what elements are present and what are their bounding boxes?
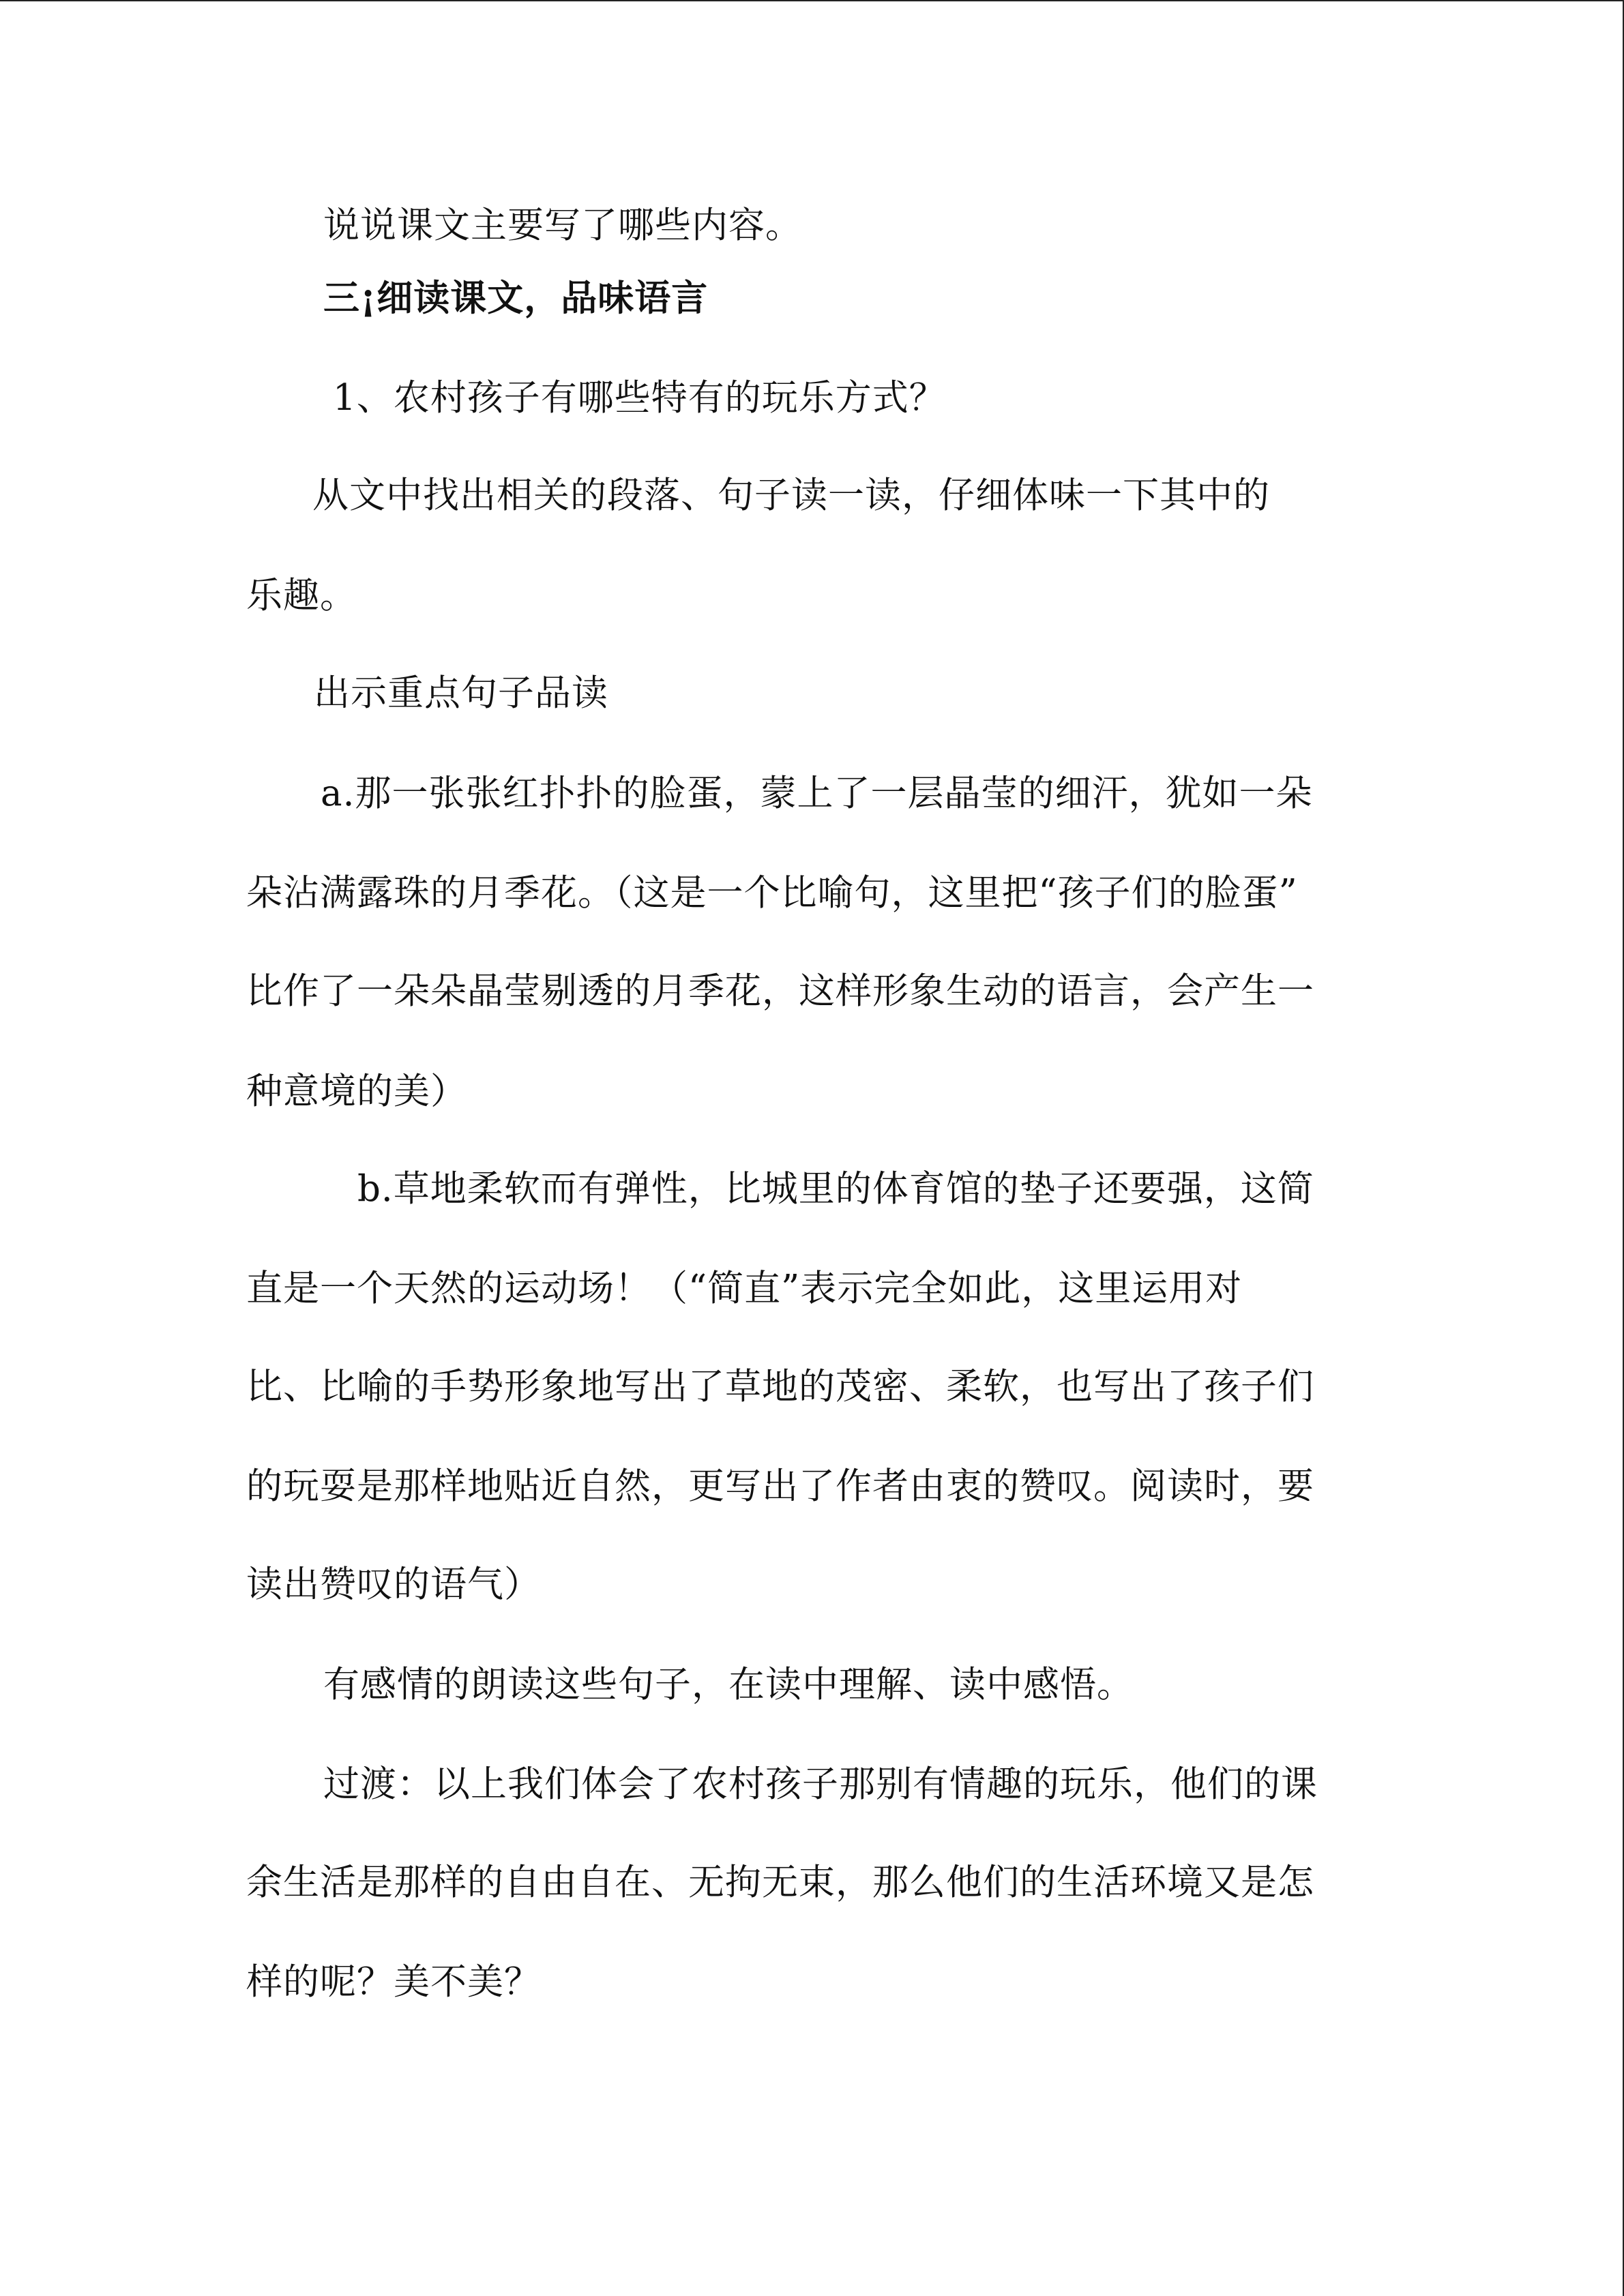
text-line: a.那一张张红扑扑的脸蛋，蒙上了一层晶莹的细汗，犹如一朵 <box>321 773 1313 814</box>
text-line: 样的呢？美不美？ <box>246 1961 541 2003</box>
text-line: 比、比喻的手势形象地写出了草地的茂密、柔软，也写出了孩子们 <box>246 1366 1314 1407</box>
text-line: 的玩耍是那样地贴近自然，更写出了作者由衷的赞叹。阅读时，要 <box>246 1465 1314 1507</box>
text-line: 乐趣。 <box>246 575 357 616</box>
text-line: 说说课文主要写了哪些内容。 <box>323 205 802 246</box>
text-line: 从文中找出相关的段落、句子读一读，仔细体味一下其中的 <box>312 475 1270 516</box>
text-line: 过渡：以上我们体会了农村孩子那别有情趣的玩乐，他们的课 <box>323 1763 1318 1805</box>
text-line: 朵沾满露珠的月季花。（这是一个比喻句，这里把“孩子们的脸蛋” <box>246 872 1298 914</box>
question-line: 1、农村孩子有哪些特有的玩乐方式？ <box>333 377 946 419</box>
text-line: 直是一个天然的运动场！（“简直”表示完全如此，这里运用对 <box>246 1268 1243 1309</box>
text-line: 余生活是那样的自由自在、无拘无束，那么他们的生活环境又是怎 <box>246 1862 1314 1903</box>
section-heading: 三¡细读课文，品味语言 <box>323 277 709 319</box>
text-line: 有感情的朗读这些句子，在读中理解、读中感悟。 <box>323 1664 1134 1705</box>
text-line: 出示重点句子品读 <box>314 672 608 714</box>
text-line: b.草地柔软而有弹性，比城里的体育馆的垫子还要强，这简 <box>357 1168 1314 1210</box>
text-line: 读出赞叹的语气） <box>246 1564 541 1605</box>
text-line: 种意境的美） <box>246 1071 467 1112</box>
text-line: 比作了一朵朵晶莹剔透的月季花，这样形象生动的语言，会产生一 <box>246 970 1314 1012</box>
